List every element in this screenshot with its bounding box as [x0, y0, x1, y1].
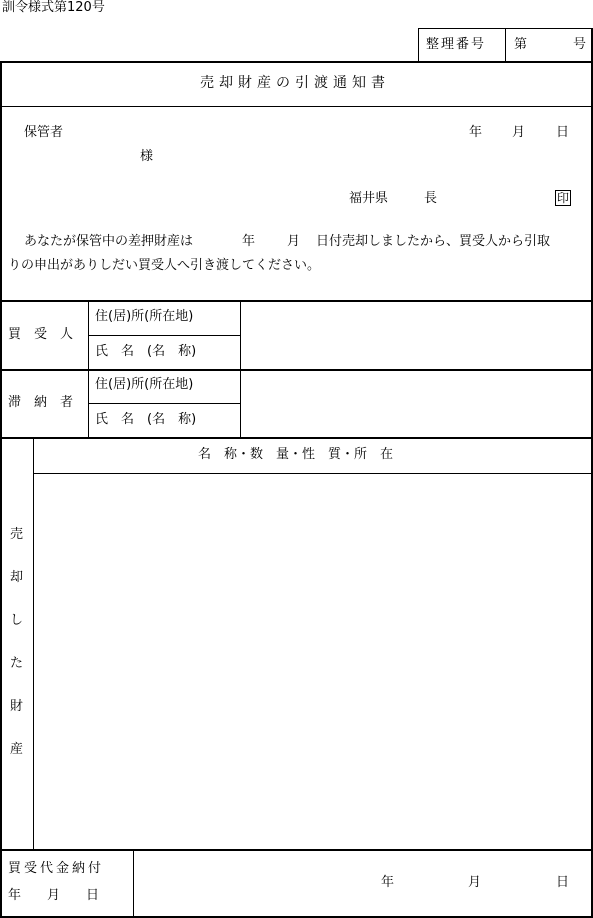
reference-go: 号 — [573, 37, 587, 52]
reference-label: 整理番号 — [426, 37, 487, 52]
notice-body-part2: 日付売却しましたから、買受人から引取 — [316, 234, 551, 249]
delinquent-address-label: 住(居)所(所在地) — [95, 377, 194, 392]
payment-label: 買受代金納付 — [8, 861, 105, 876]
issuer-title: 長 — [424, 191, 438, 206]
delinquent-label: 滞 納 者 — [8, 395, 74, 410]
date-year: 年 — [469, 125, 483, 140]
buyer-address-label: 住(居)所(所在地) — [95, 309, 194, 324]
seal-mark: 印 — [557, 191, 570, 205]
date-month: 月 — [512, 125, 526, 140]
custodian-label: 保管者 — [24, 125, 64, 140]
notice-body-line2: りの申出がありしだい買受人へ引き渡してください。 — [8, 258, 321, 273]
delinquent-name-label: 氏 名 (名 称) — [95, 412, 197, 427]
payment-year: 年 — [381, 875, 395, 890]
payment-month: 月 — [468, 875, 482, 890]
notice-body-part1: あなたが保管中の差押財産は — [24, 234, 194, 249]
side-char-1: 売 — [10, 527, 24, 542]
side-char-2: 却 — [10, 570, 24, 585]
side-char-5: 財 — [10, 699, 24, 714]
honorific: 様 — [140, 149, 154, 164]
form-id: 訓令様式第120号 — [2, 0, 105, 15]
buyer-label: 買 受 人 — [8, 327, 74, 342]
payment-day: 日 — [556, 875, 570, 890]
document-title: 売却財産の引渡通知書 — [200, 75, 390, 91]
payment-label-date: 年 月 日 — [8, 888, 100, 903]
issuer-prefecture: 福井県 — [349, 191, 389, 206]
reference-dai: 第 — [514, 37, 528, 52]
side-char-4: た — [10, 656, 24, 671]
side-char-6: 産 — [10, 742, 24, 757]
side-char-3: し — [10, 613, 24, 628]
date-day: 日 — [556, 125, 570, 140]
notice-body-year: 年 — [242, 234, 256, 249]
notice-body-month: 月 — [287, 234, 301, 249]
buyer-name-label: 氏 名 (名 称) — [95, 344, 197, 359]
property-header: 名 称・数 量・性 質・所 在 — [198, 447, 394, 462]
